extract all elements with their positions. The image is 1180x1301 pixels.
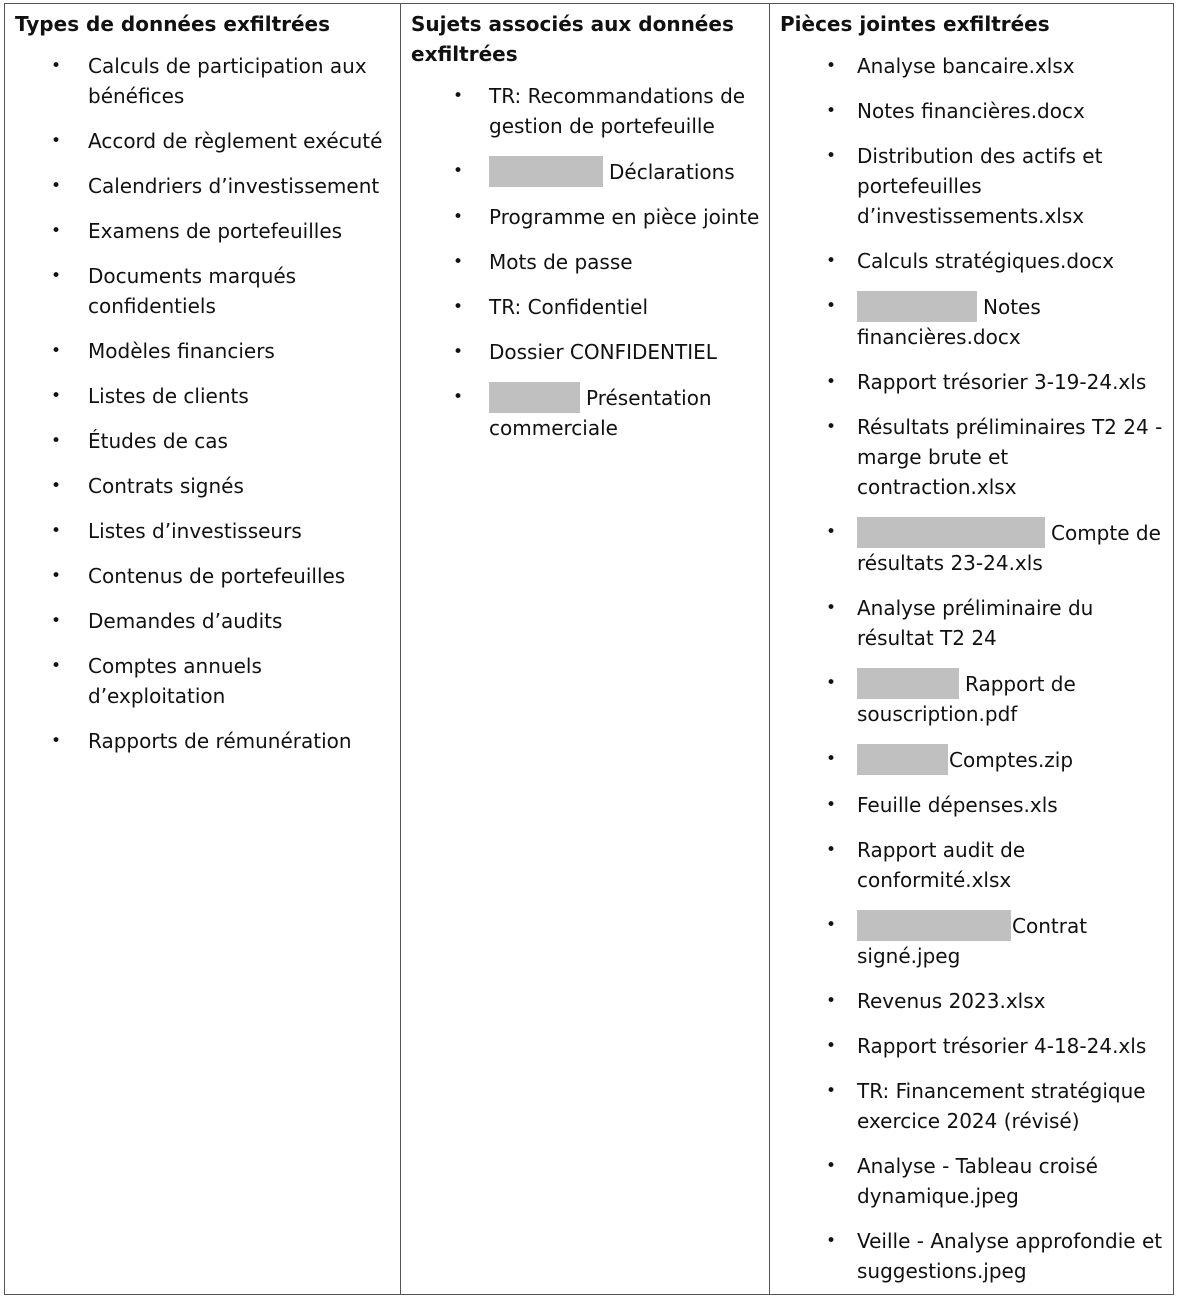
bullet-icon: • [51,176,62,196]
item-text: Notes financières.docx [857,99,1085,123]
bullet-icon: • [826,749,837,769]
item-text: Accord de règlement exécuté [88,129,383,153]
bullet-icon: • [826,840,837,860]
bullet-icon: • [51,131,62,151]
item-text: Déclarations [609,160,735,184]
bullet-icon: • [826,991,837,1011]
item-text: Analyse préliminaire du résultat T2 24 [857,596,1094,650]
item-text: Revenus 2023.xlsx [857,989,1046,1013]
exfiltration-table [4,3,1174,1295]
redaction-block [857,517,1045,548]
item-text: Résultats préliminaires T2 24 - marge brute et contraction.xlsx [857,415,1163,499]
bullet-icon: • [826,146,837,166]
bullet-icon: • [826,795,837,815]
item-text: Rapports de rémunération [88,729,352,753]
bullet-icon: • [453,207,464,227]
item-text: Rapport trésorier 4-18-24.xls [857,1034,1147,1058]
list-item [816,1226,1169,1286]
item-text: Listes d’investisseurs [88,519,302,543]
bullet-list [443,81,765,458]
list-item [816,910,1169,971]
item-text: TR: Confidentiel [489,295,649,319]
item-text: Modèles financiers [88,339,275,363]
item-text: Veille - Analyse approfondie et suggestions.jpeg [857,1229,1163,1283]
list-item [816,668,1169,729]
item-text: Présentation commerciale [489,386,712,440]
redaction-block [857,744,948,775]
list-item [816,835,1169,895]
list-item [41,471,396,501]
list-item [41,216,396,246]
list-item [443,292,765,322]
list-item [816,246,1169,276]
list-item [41,606,396,636]
list-item [816,51,1169,81]
item-text: Contrat signé.jpeg [857,914,1088,968]
list-item [816,367,1169,397]
item-text: Mots de passe [489,250,633,274]
redaction-block [857,291,977,322]
bullet-icon: • [826,1036,837,1056]
list-item [443,81,765,141]
item-text: Contenus de portefeuilles [88,564,346,588]
list-item [816,744,1169,775]
bullet-icon: • [826,1156,837,1176]
bullet-icon: • [826,915,837,935]
bullet-icon: • [51,476,62,496]
redaction-block [489,382,580,413]
item-text: Compte de résultats 23-24.xls [857,521,1161,575]
redaction-block [857,668,959,699]
item-text: Notes financières.docx [857,295,1041,349]
bullet-icon: • [51,221,62,241]
column-header: Types de données exfiltrées [15,12,331,36]
item-text: Rapport audit de conformité.xlsx [857,838,1026,892]
item-text: Dossier CONFIDENTIEL [489,340,717,364]
list-item [816,1151,1169,1211]
list-item [41,651,396,711]
item-text: Examens de portefeuilles [88,219,343,243]
list-item [816,141,1169,231]
list-item [816,1076,1169,1136]
list-item [816,291,1169,352]
bullet-icon: • [453,252,464,272]
bullet-icon: • [51,266,62,286]
list-item [816,517,1169,578]
list-item [443,382,765,443]
item-text: TR: Recommandations de gestion de portefeuille [489,84,746,138]
list-item [41,561,396,591]
item-text: Rapport de souscription.pdf [857,672,1076,726]
list-item [41,261,396,321]
item-text: Documents marqués confidentiels [88,264,297,318]
list-item [443,337,765,367]
bullet-icon: • [51,431,62,451]
list-item [41,516,396,546]
item-text: Contrats signés [88,474,244,498]
item-text: Calendriers d’investissement [88,174,380,198]
bullet-list [816,51,1169,1301]
list-item [816,790,1169,820]
list-item [41,171,396,201]
bullet-icon: • [51,566,62,586]
list-item [41,51,396,111]
column-header: Sujets associés aux données exfiltrées [411,12,734,66]
list-item [816,986,1169,1016]
bullet-icon: • [826,522,837,542]
item-text: Comptes.zip [949,748,1074,772]
list-item [41,381,396,411]
list-item [443,247,765,277]
bullet-icon: • [453,342,464,362]
item-text: Comptes annuels d’exploitation [88,654,262,708]
bullet-icon: • [826,296,837,316]
bullet-icon: • [51,56,62,76]
list-item [41,726,396,756]
column-data-types [5,4,400,1294]
item-text: Analyse bancaire.xlsx [857,54,1075,78]
redaction-block [489,156,603,187]
bullet-icon: • [51,386,62,406]
item-text: Demandes d’audits [88,609,283,633]
item-text: Rapport trésorier 3-19-24.xls [857,370,1147,394]
item-text: Calculs de participation aux bénéfices [88,54,367,108]
item-text: TR: Financement stratégique exercice 2024 (révisé) [857,1079,1146,1133]
bullet-icon: • [826,251,837,271]
list-item [443,156,765,187]
list-item [41,336,396,366]
list-item [816,593,1169,653]
bullet-icon: • [826,598,837,618]
item-text: Analyse - Tableau croisé dynamique.jpeg [857,1154,1098,1208]
list-item [816,412,1169,502]
bullet-icon: • [826,1231,837,1251]
bullet-icon: • [826,56,837,76]
column-subjects [400,4,769,1294]
list-item [816,1031,1169,1061]
column-header: Pièces jointes exfiltrées [780,12,1050,36]
list-item [816,96,1169,126]
item-text: Listes de clients [88,384,249,408]
bullet-icon: • [51,521,62,541]
bullet-list [41,51,396,771]
bullet-icon: • [51,731,62,751]
item-text: Programme en pièce jointe [489,205,760,229]
bullet-icon: • [826,372,837,392]
bullet-icon: • [453,297,464,317]
bullet-icon: • [51,656,62,676]
list-item [443,202,765,232]
column-attachments [769,4,1173,1294]
bullet-icon: • [453,387,464,407]
bullet-icon: • [826,101,837,121]
list-item [41,426,396,456]
bullet-icon: • [826,673,837,693]
bullet-icon: • [51,611,62,631]
item-text: Feuille dépenses.xls [857,793,1058,817]
item-text: Études de cas [88,429,228,453]
bullet-icon: • [453,86,464,106]
bullet-icon: • [826,1081,837,1101]
bullet-icon: • [826,417,837,437]
list-item [41,126,396,156]
bullet-icon: • [453,161,464,181]
item-text: Distribution des actifs et portefeuilles d’investissements.xlsx [857,144,1103,228]
item-text: Calculs stratégiques.docx [857,249,1115,273]
redaction-block [857,910,1011,941]
bullet-icon: • [51,341,62,361]
